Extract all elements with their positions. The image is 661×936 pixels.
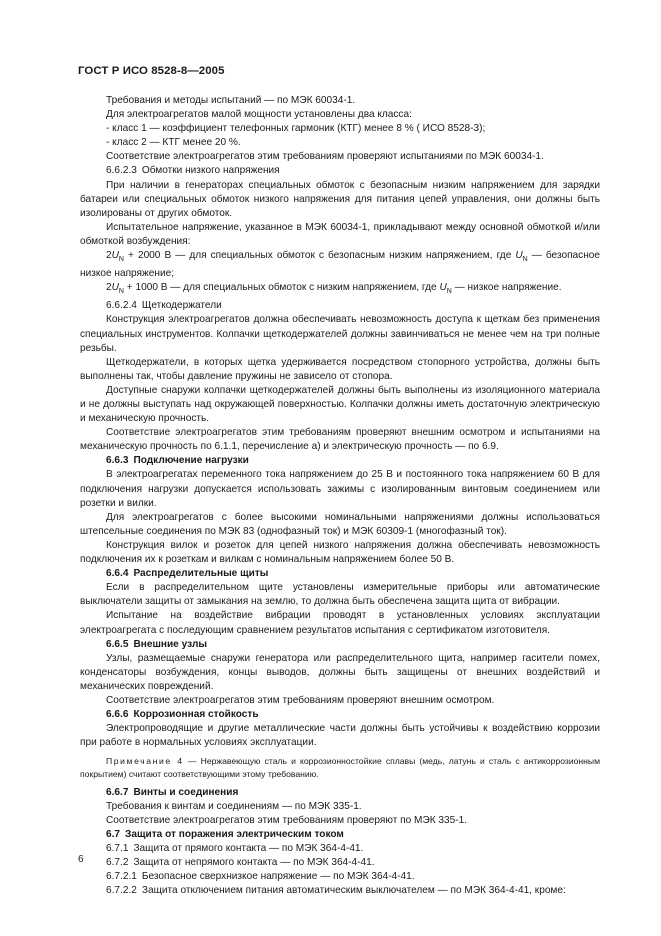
paragraph-text: Внешние узлы [133, 638, 207, 650]
section-heading [80, 567, 600, 581]
paragraph-text: - класс 2 — КТГ менее 20 %. [106, 137, 241, 149]
clause-number: 6.7.2 [106, 857, 129, 869]
paragraph-text: Соответствие электроагрегатов этим требованиям проверяют внешним осмотром. [106, 694, 495, 706]
paragraph-text: Обмотки низкого напряжения [141, 165, 280, 177]
section-heading [80, 828, 600, 842]
page-number: 6 [78, 854, 84, 865]
numbered-clause [80, 842, 600, 856]
body-paragraph [80, 722, 600, 750]
paragraph-text: Подключение нагрузки [133, 455, 249, 467]
paragraph-text: Для электроагрегатов малой мощности установлены два класса: [106, 109, 412, 121]
paragraph-text: Конструкция вилок и розеток для цепей низкого напряжения должна обеспечивать невозможность подключения их к розеткам и вилкам с номинальным напряжением более 50 В. [80, 539, 600, 566]
paragraph-text: Требования к винтам и соединениям — по МЭК 335-1. [106, 800, 362, 812]
paragraph-text: Доступные снаружи колпачки щеткодержателей должны быть выполнены из изоляционного материала и не должны выступать над окружающей поверхностью. Колпачки должны иметь достаточную электрическую и механическую прочность. [80, 384, 600, 425]
body-paragraph [80, 539, 600, 567]
body-paragraph [80, 511, 600, 539]
paragraph-text: Защита отключением питания автоматическим выключателем — по МЭК 364-4-41, кроме: [141, 885, 566, 897]
clause-number: 6.6.7 [106, 786, 129, 798]
paragraph-text: В электроагрегатах переменного тока напряжением до 25 В и постоянного тока напряжением 60 В для подключения нагрузки допускается использовать зажимы с изолированным винтовым соединением или розетки и вилки. [80, 469, 600, 509]
paragraph-text: Испытательное напряжение, указанное в МЭК 60034-1, прикладывают между основной обмоткой и/или обмоткой возбуждения: [80, 221, 600, 247]
body-paragraph [80, 652, 600, 694]
body-paragraph [80, 249, 600, 281]
paragraph-text: Защита от прямого контакта — по МЭК 364-4-41. [133, 843, 364, 855]
paragraph-text: Соответствие электроагрегатов этим требованиям проверяют по МЭК 335-1. [106, 814, 468, 826]
body-paragraph [80, 384, 600, 426]
clause-number: 6.7.2.2 [106, 885, 137, 897]
paragraph-text: Щеткодержатели [141, 300, 222, 312]
section-heading [80, 708, 600, 722]
body-paragraph [80, 221, 600, 249]
paragraph-text: - класс 1 — коэффициент телефонных гармоник (КТГ) менее 8 % ( ИСО 8528-3); [106, 123, 486, 135]
body-paragraph [80, 122, 600, 136]
section-heading [80, 638, 600, 652]
note-label: Примечание 4 [106, 756, 184, 767]
body-paragraph [80, 179, 600, 221]
body-paragraph [80, 694, 600, 708]
paragraph-text: Для электроагрегатов с более высокими номинальными напряжениями должны использоваться штепсельные соединения по МЭК 83 (однофазный ток) и МЭК 60309-1 (многофазный ток). [80, 511, 600, 537]
clause-number: 6.6.3 [106, 455, 129, 467]
body-paragraph [80, 108, 600, 122]
paragraph-text: Если в распределительном щите установлены измерительные приборы или автоматические выключатели защиты от замыкания на землю, то должна быть обеспечена защита щита от вибрации. [80, 582, 600, 608]
body-paragraph [80, 281, 600, 299]
paragraph-text: Соответствие электроагрегатов этим требованиям проверяют внешним осмотром и испытаниями на механическую прочность по 6.1.1, перечисление а) и электрическую прочность — по 6.9. [80, 427, 600, 453]
numbered-clause [80, 884, 600, 898]
paragraph-text: Щеткодержатели, в которых щетка удерживается посредством стопорного устройства, должны быть выполнены так, чтобы давление пружины не зависело от стопора. [80, 356, 600, 382]
paragraph-text: При наличии в генераторах специальных обмоток с безопасным низким напряжением для зарядки батареи или специальных обмоток низкого напряжения для питания цепей управления, они должны быть изолированы от других обмоток. [80, 179, 600, 219]
body-paragraph [80, 94, 600, 108]
body-paragraph [80, 426, 600, 454]
paragraph-text: $2U_N + 1000$ В — для специальных обмоток с низким напряжением, где $U_N$ — низкое напряжение. [106, 282, 562, 296]
clause-number: 6.7 [106, 829, 121, 841]
clause-number: 6.7.1 [106, 843, 129, 855]
paragraph-text: Распределительные щиты [133, 568, 269, 580]
page-header: ГОСТ Р ИСО 8528-8—2005 [78, 65, 225, 77]
body-paragraph [80, 609, 600, 637]
body-paragraph [80, 468, 600, 510]
paragraph-text: Требования и методы испытаний — по МЭК 60034-1. [106, 95, 356, 106]
body-paragraph [80, 356, 600, 384]
numbered-clause [80, 856, 600, 870]
clause-number: 6.6.2.4 [106, 300, 137, 312]
clause-number: 6.6.6 [106, 709, 129, 721]
body-paragraph [80, 150, 600, 164]
document-body [80, 94, 600, 899]
paragraph-text: Электропроводящие и другие металлические части должны быть устойчивы к воздействию коррозии при работе в нормальных условиях эксплуатации. [80, 723, 600, 749]
paragraph-text: $2U_N + 2000$ В — для специальных обмоток с безопасным низким напряжением, где $U_N$ — безопасное низкое напряжение; [80, 250, 600, 280]
clause-number: 6.6.2.3 [106, 165, 137, 177]
numbered-clause [80, 164, 600, 178]
body-paragraph [80, 136, 600, 150]
section-heading [80, 786, 600, 800]
note-paragraph [80, 755, 600, 779]
numbered-clause [80, 299, 600, 313]
paragraph-text: Конструкция электроагрегатов должна обеспечивать невозможность доступа к щеткам без применения специальных инструментов. Колпачки щеткодержателей должны завинчиваться не менее чем на три полные резьбы. [80, 314, 600, 354]
clause-number: 6.6.5 [106, 638, 129, 650]
body-paragraph [80, 313, 600, 355]
body-paragraph [80, 814, 600, 828]
numbered-clause [80, 870, 600, 884]
body-paragraph [80, 800, 600, 814]
paragraph-text: Защита от непрямого контакта — по МЭК 364-4-41. [133, 857, 375, 869]
paragraph-text: Защита от поражения электрическим током [125, 829, 344, 841]
paragraph-text: Соответствие электроагрегатов этим требованиям проверяют испытаниями по МЭК 60034-1. [106, 151, 544, 163]
clause-number: 6.7.2.1 [106, 871, 137, 883]
body-paragraph [80, 581, 600, 609]
paragraph-text: Узлы, размещаемые снаружи генератора или распределительного щита, например гасители помех, конденсаторы возбуждения, концы выводов, должны быть защищены от внешних воздействий и механических повреждений. [80, 652, 600, 692]
clause-number: 6.6.4 [106, 568, 129, 580]
section-heading [80, 454, 600, 468]
paragraph-text: Испытание на воздействие вибрации проводят в установленных условиях эксплуатации электроагрегата с последующим сравнением результатов испытания с сертификатом изготовителя. [80, 610, 600, 636]
paragraph-text: Коррозионная стойкость [133, 709, 259, 721]
paragraph-text: Безопасное сверхнизкое напряжение — по МЭК 364-4-41. [141, 871, 415, 883]
paragraph-text: — Нержавеющую сталь и коррозионностойкие сплавы (медь, латунь и сталь с антикоррозионным покрытием) считают соответствующими этому требованию. [80, 756, 601, 779]
paragraph-text: Винты и соединения [133, 786, 239, 798]
